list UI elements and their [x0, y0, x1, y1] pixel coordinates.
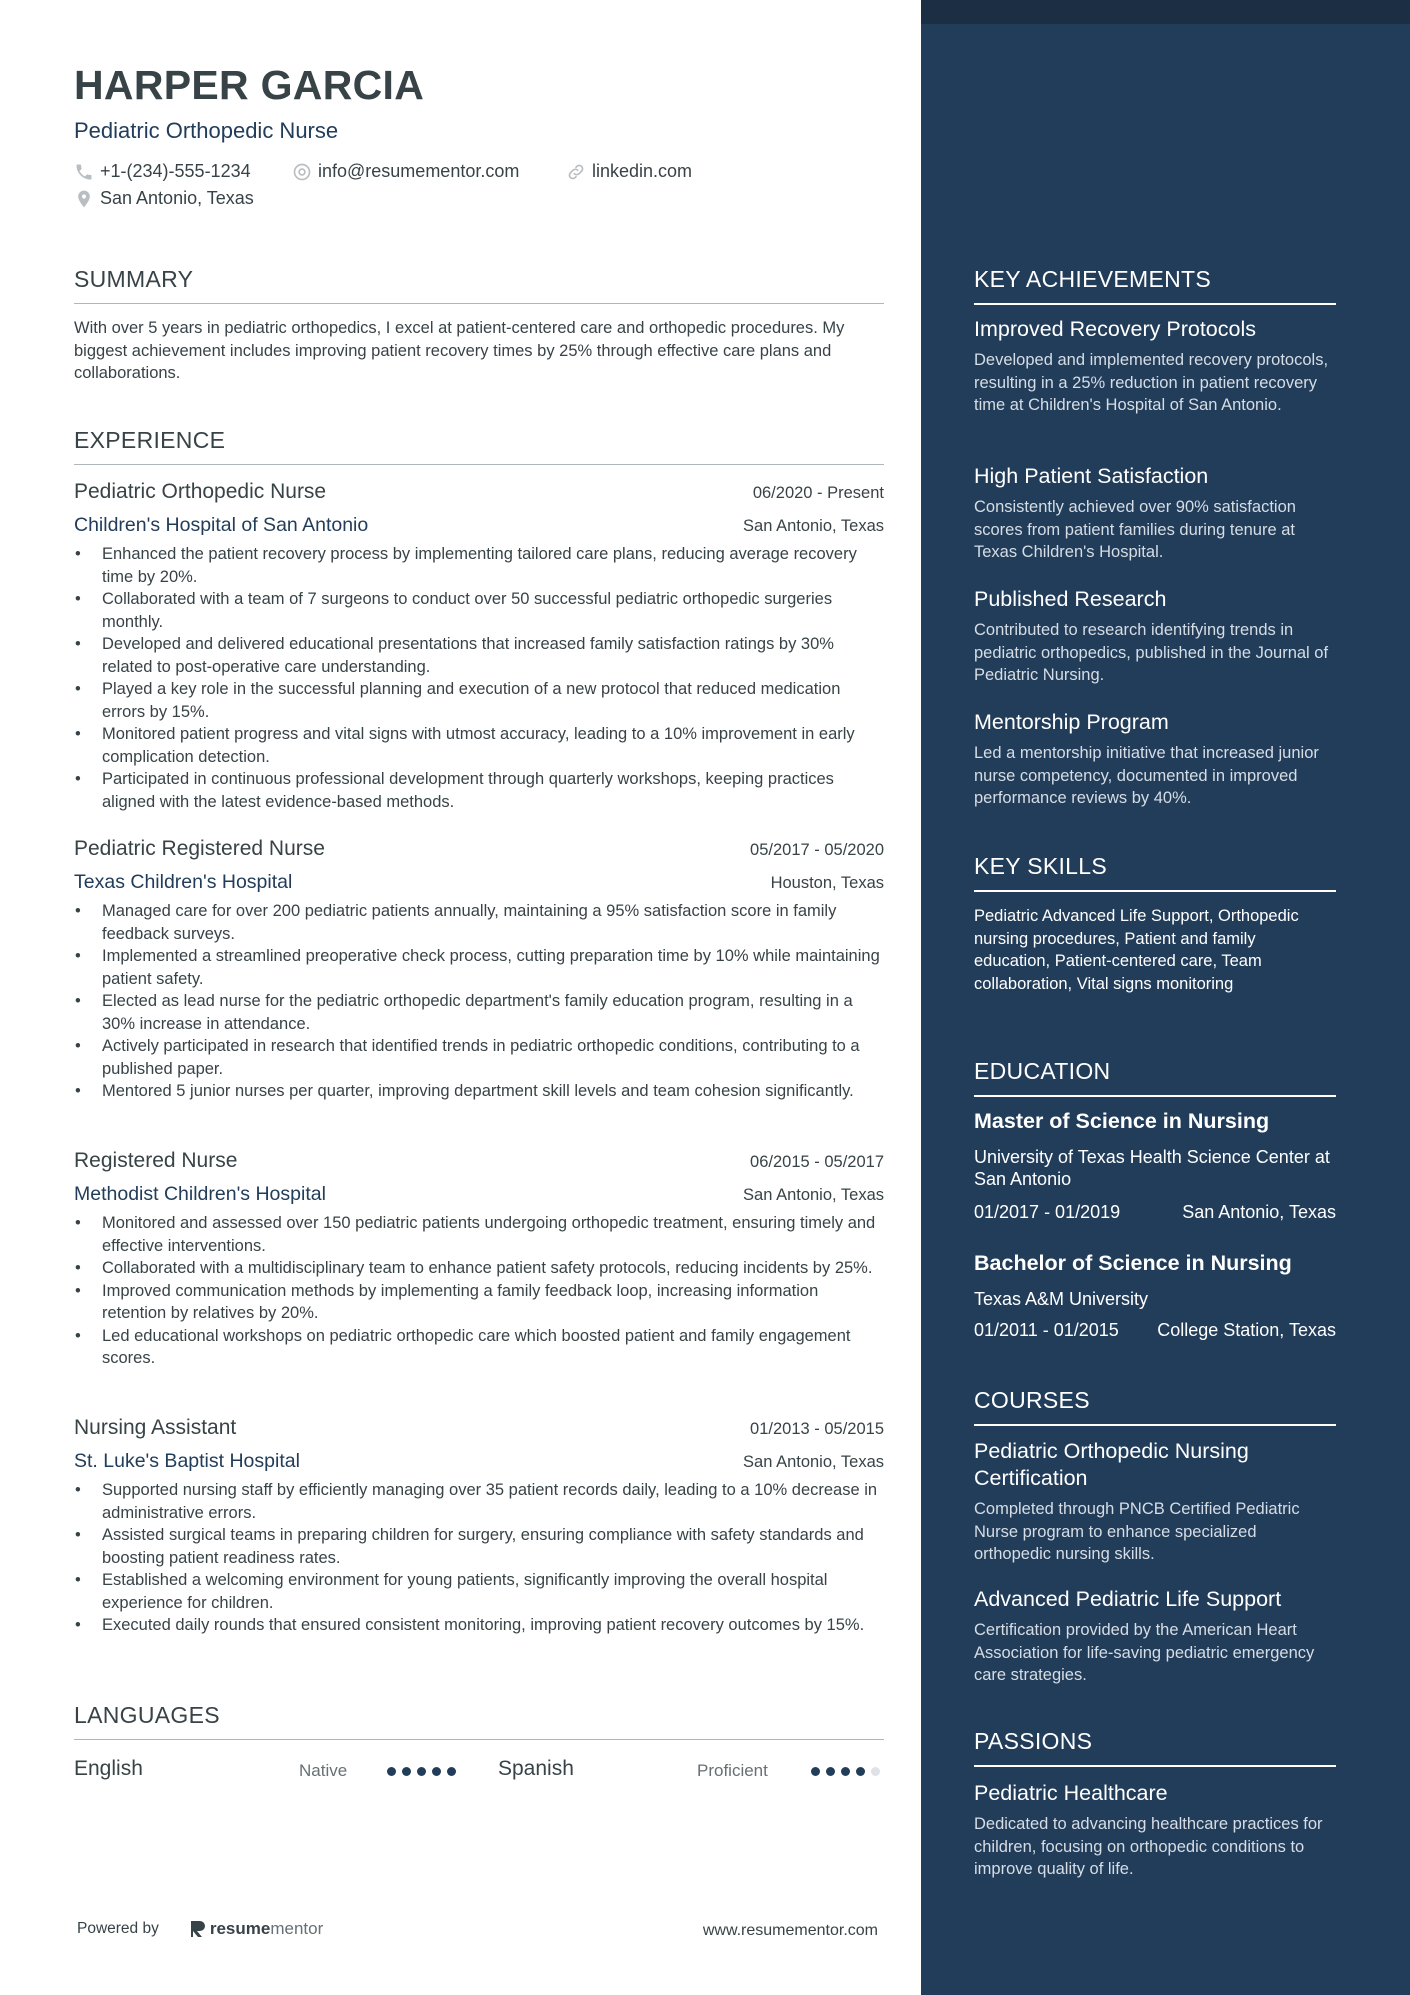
job-dates: 01/2013 - 05/2015	[750, 1420, 884, 1438]
job-bullet: • Executed daily rounds that ensured consistent monitoring, improving patient recovery outcomes by 15%.	[102, 1614, 884, 1637]
languages-section	[74, 1702, 884, 1740]
brand-bold: resume	[209, 1919, 271, 1938]
passion-item	[974, 1780, 1336, 1881]
language-name: Spanish	[498, 1757, 574, 1780]
job-dates: 05/2017 - 05/2020	[750, 841, 884, 859]
achievement-item	[974, 709, 1336, 810]
rating-dot-filled	[432, 1767, 441, 1776]
education-school: Texas A&M University	[974, 1289, 1149, 1309]
achievement-item	[974, 463, 1336, 564]
language-level: Proficient	[697, 1761, 768, 1780]
job-bullet: • Played a key role in the successful planning and execution of a new protocol that reduced medication errors by 15%.	[102, 678, 884, 723]
footer-website[interactable]: www.resumementor.com	[702, 1922, 878, 1939]
job-bullet: • Elected as lead nurse for the pediatric orthopedic department's family education program, resulting in a 30% increase in attendance.	[102, 990, 884, 1035]
achievement-item	[974, 586, 1336, 687]
job-company: Methodist Children's Hospital	[74, 1183, 326, 1205]
rating-dot-filled	[417, 1767, 426, 1776]
passions-heading: PASSIONS	[974, 1728, 1336, 1767]
phone-text: +1-(234)-555-1234	[100, 161, 251, 181]
job-bullet: • Mentored 5 junior nurses per quarter, improving department skill levels and team cohesion significantly.	[102, 1080, 884, 1103]
job-company: St. Luke's Baptist Hospital	[74, 1450, 300, 1472]
passions-section	[974, 1728, 1336, 1767]
education-school: University of Texas Health Science Center at San Antonio	[974, 1147, 1330, 1189]
job-dates: 06/2020 - Present	[752, 484, 884, 502]
job-bullet: • Participated in continuous professional development through quarterly workshops, keeping practices aligned with the latest evidence-based methods.	[102, 768, 884, 813]
job-dates: 06/2015 - 05/2017	[750, 1153, 884, 1171]
rating-dot-empty	[871, 1767, 880, 1776]
rating-dot-filled	[387, 1767, 396, 1776]
course-item	[974, 1586, 1336, 1687]
linkedin-text: linkedin.com	[592, 161, 693, 181]
at-icon	[292, 162, 312, 182]
job-entry	[74, 1149, 884, 1370]
languages-row	[74, 1757, 884, 1787]
summary-heading: SUMMARY	[74, 266, 884, 304]
education-location: San Antonio, Texas	[1182, 1202, 1336, 1222]
skills-text: Pediatric Advanced Life Support, Orthopedic nursing procedures, Patient and family education, Patient-centered care, Team collaboration, Vital signs monitoring	[974, 907, 1299, 993]
achievement-title: Published Research	[974, 587, 1167, 611]
achievements-section	[974, 266, 1336, 305]
courses-section	[974, 1387, 1336, 1426]
education-degree: Master of Science in Nursing	[974, 1109, 1270, 1133]
summary-text: With over 5 years in pediatric orthopedics, I excel at patient-centered care and orthopedic procedures. My biggest achievement includes improving patient recovery times by 25% through effective care plans and collaborations.	[74, 319, 845, 382]
job-bullets	[74, 900, 884, 1103]
course-title: Advanced Pediatric Life Support	[974, 1587, 1282, 1611]
job-location: San Antonio, Texas	[743, 1186, 884, 1204]
job-bullet: • Enhanced the patient recovery process by implementing tailored care plans, reducing average recovery time by 20%.	[102, 543, 884, 588]
job-bullet: • Improved communication methods by implementing a family feedback loop, increasing information retention by relatives by 20%.	[102, 1280, 884, 1325]
skills-heading: KEY SKILLS	[974, 853, 1336, 892]
language-rating	[811, 1767, 886, 1776]
experience-heading: EXPERIENCE	[74, 427, 884, 465]
job-title: Pediatric Registered Nurse	[74, 837, 325, 860]
achievement-title: Mentorship Program	[974, 710, 1169, 734]
job-bullet: • Supported nursing staff by efficiently managing over 35 patient records daily, leading to a 10% decrease in administrative errors.	[102, 1479, 884, 1524]
resumementor-logo-icon	[189, 1919, 207, 1939]
job-bullet: • Assisted surgical teams in preparing children for surgery, ensuring compliance with safety standards and boosting patient readiness rates.	[102, 1524, 884, 1569]
achievement-title: High Patient Satisfaction	[974, 464, 1209, 488]
job-bullets	[74, 1212, 884, 1370]
education-item	[974, 1109, 1336, 1226]
job-bullet: • Led educational workshops on pediatric orthopedic care which boosted patient and family engagement scores.	[102, 1325, 884, 1370]
course-title: Pediatric Orthopedic Nursing Certification	[974, 1439, 1249, 1490]
rating-dot-filled	[841, 1767, 850, 1776]
language-name: English	[74, 1757, 143, 1780]
job-location: San Antonio, Texas	[743, 517, 884, 535]
achievement-text: Contributed to research identifying trends in pediatric orthopedics, published in the Journal of Pediatric Nursing.	[974, 621, 1329, 684]
education-dates: 01/2017 - 01/2019	[974, 1202, 1121, 1222]
job-title: Nursing Assistant	[74, 1416, 237, 1439]
education-section	[974, 1058, 1336, 1097]
brand-light: mentor	[270, 1919, 324, 1938]
job-bullets	[74, 1479, 884, 1637]
course-item	[974, 1438, 1336, 1566]
language-rating	[387, 1767, 462, 1776]
rating-dot-filled	[811, 1767, 820, 1776]
skills-section	[974, 853, 1336, 995]
achievement-item	[974, 316, 1336, 417]
achievements-heading: KEY ACHIEVEMENTS	[974, 266, 1336, 305]
job-company: Texas Children's Hospital	[74, 871, 293, 893]
phone-contact	[74, 161, 251, 182]
candidate-title: Pediatric Orthopedic Nurse	[74, 118, 339, 143]
course-text: Certification provided by the American Heart Association for life-saving pediatric emergency care strategies.	[974, 1621, 1315, 1684]
location-contact	[74, 188, 254, 209]
rating-dot-filled	[856, 1767, 865, 1776]
education-degree: Bachelor of Science in Nursing	[974, 1251, 1292, 1275]
language-level: Native	[299, 1761, 348, 1780]
rating-dot-filled	[447, 1767, 456, 1776]
linkedin-contact[interactable]	[566, 161, 692, 182]
job-entry	[74, 480, 884, 813]
achievement-text: Led a mentorship initiative that increased junior nurse competency, documented in improved performance reviews by 40%.	[974, 744, 1319, 807]
languages-heading: LANGUAGES	[74, 1702, 884, 1740]
education-item	[974, 1251, 1336, 1344]
job-bullet: • Collaborated with a multidisciplinary team to enhance patient safety protocols, reducing incidents by 25%.	[102, 1257, 884, 1280]
phone-icon	[74, 162, 94, 182]
job-title: Registered Nurse	[74, 1149, 238, 1172]
achievement-title: Improved Recovery Protocols	[974, 317, 1256, 341]
job-bullet: • Monitored patient progress and vital signs with utmost accuracy, leading to a 10% improvement in early complication detection.	[102, 723, 884, 768]
achievement-text: Consistently achieved over 90% satisfaction scores from patient families during tenure at Texas Children's Hospital.	[974, 498, 1296, 561]
job-location: San Antonio, Texas	[743, 1453, 884, 1471]
rating-dot-filled	[402, 1767, 411, 1776]
brand-logo[interactable]	[189, 1919, 323, 1939]
sidebar-top-band	[921, 0, 1410, 24]
education-location: College Station, Texas	[1157, 1320, 1336, 1340]
education-dates: 01/2011 - 01/2015	[974, 1320, 1119, 1340]
job-entry	[74, 1416, 884, 1637]
rating-dot-filled	[826, 1767, 835, 1776]
job-bullet: • Collaborated with a team of 7 surgeons to conduct over 50 successful pediatric orthopedic surgeries monthly.	[102, 588, 884, 633]
passion-title: Pediatric Healthcare	[974, 1781, 1168, 1805]
summary-section	[74, 266, 884, 385]
course-text: Completed through PNCB Certified Pediatric Nurse program to enhance specialized orthopedic nursing skills.	[974, 1500, 1300, 1563]
job-title: Pediatric Orthopedic Nurse	[74, 480, 327, 503]
location-text: San Antonio, Texas	[100, 188, 254, 208]
candidate-name: HARPER GARCIA	[74, 62, 425, 108]
powered-by-text: Powered by	[77, 1920, 159, 1937]
job-bullet: • Established a welcoming environment for young patients, significantly improving the overall hospital experience for children.	[102, 1569, 884, 1614]
email-contact[interactable]	[292, 161, 519, 182]
job-location: Houston, Texas	[770, 874, 884, 892]
passion-text: Dedicated to advancing healthcare practices for children, focusing on orthopedic conditions to improve quality of life.	[974, 1815, 1323, 1878]
education-heading: EDUCATION	[974, 1058, 1336, 1097]
job-bullet: • Developed and delivered educational presentations that increased family satisfaction ratings by 30% related to post-operative care understanding.	[102, 633, 884, 678]
location-pin-icon	[74, 189, 94, 209]
job-company: Children's Hospital of San Antonio	[74, 514, 369, 536]
job-bullets	[74, 543, 884, 813]
job-bullet: • Actively participated in research that identified trends in pediatric orthopedic conditions, contributing to a published paper.	[102, 1035, 884, 1080]
job-bullet: • Implemented a streamlined preoperative check process, cutting preparation time by 10% while maintaining patient safety.	[102, 945, 884, 990]
job-bullet: • Monitored and assessed over 150 pediatric patients undergoing orthopedic treatment, ensuring timely and effective interventions.	[102, 1212, 884, 1257]
job-entry	[74, 837, 884, 1103]
link-icon	[566, 162, 586, 182]
achievement-text: Developed and implemented recovery protocols, resulting in a 25% reduction in patient recovery time at Children's Hospital of San Antonio.	[974, 351, 1329, 414]
footer-powered-by	[77, 1919, 323, 1939]
email-text: info@resumementor.com	[318, 161, 520, 181]
job-bullet: • Managed care for over 200 pediatric patients annually, maintaining a 95% satisfaction score in family feedback surveys.	[102, 900, 884, 945]
experience-section	[74, 427, 884, 465]
courses-heading: COURSES	[974, 1387, 1336, 1426]
